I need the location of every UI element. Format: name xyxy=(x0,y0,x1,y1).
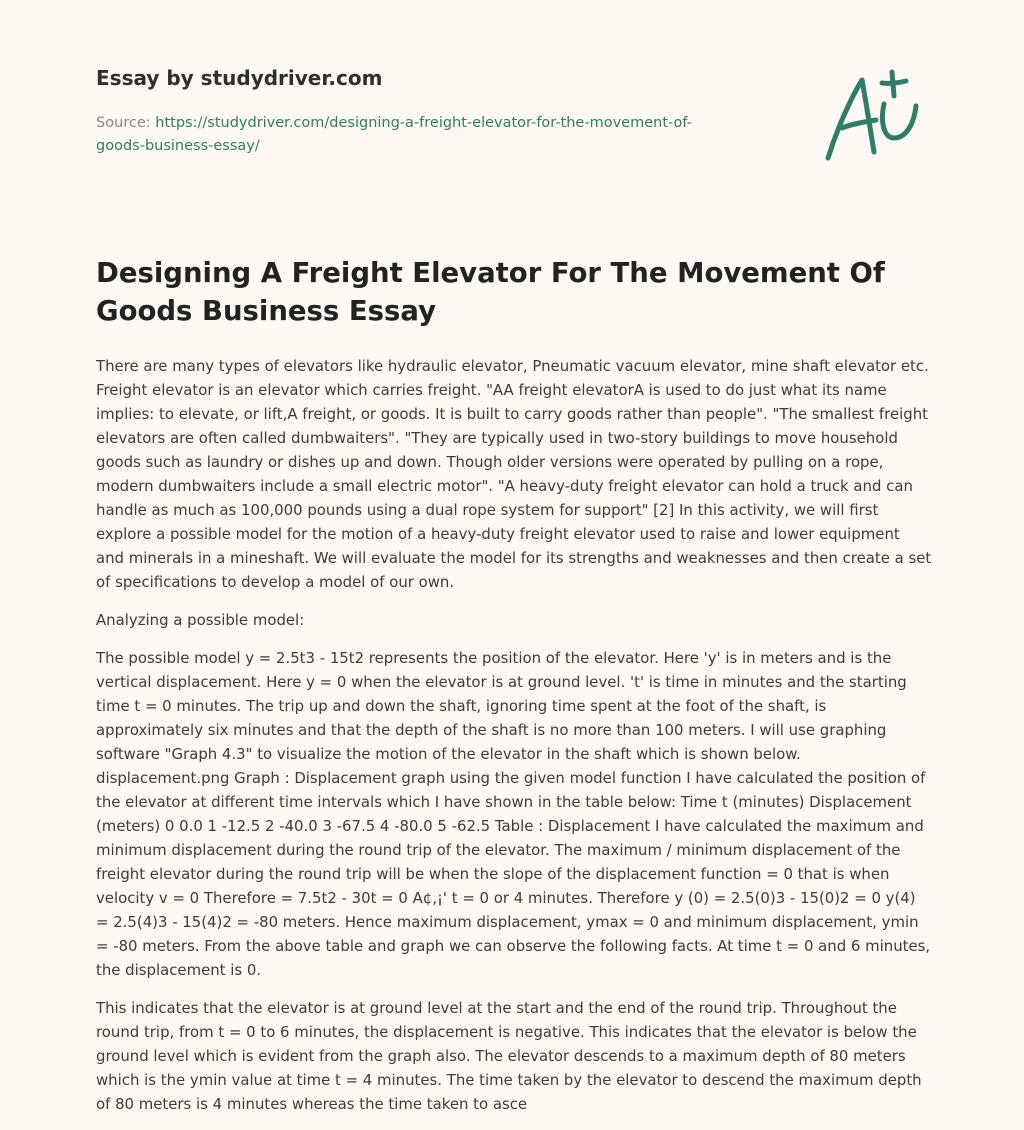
site-brand: Essay by studydriver.com xyxy=(96,66,383,90)
source-line xyxy=(96,112,736,158)
paragraph: The possible model y = 2.5t3 - 15t2 represents the position of the elevator. Here 'y' is in meters and is the vertical displacement. Here y = 0 when the elevator is at ground level. 't' is time in minutes and the starting time t = 0 minutes. The trip up and down the shaft, ignoring time spent at the foot of the shaft, is approximately six minutes and that the depth of the shaft is no more than 100 meters. I will use graphing software "Graph 4.3" to visualize the motion of the elevator in the shaft which is shown below. displacement.png Graph : Displacement graph using the given model function I have calculated the position of the elevator at different time intervals which I have shown in the table below: Time t (minutes) Displacement (meters) 0 0.0 1 -12.5 2 -40.0 3 -67.5 4 -80.0 5 -62.5 Table : Displacement I have calculated the maximum and minimum displacement during the round trip of the elevator. The maximum / minimum displacement of the freight elevator during the round trip will be when the slope of the displacement function = 0 that is when velocity v = 0 Therefore = 7.5t2 - 30t = 0 A¢‚¡' t = 0 or 4 minutes. Therefore y (0) = 2.5(0)3 - 15(0)2 = 0 y(4) = 2.5(4)3 - 15(4)2 = -80 meters. Hence maximum displacement, ymax = 0 and minimum displacement, ymin = -80 meters. From the above table and graph we can observe the following facts. At time t = 0 and 6 minutes, the displacement is 0. xyxy=(96,649,931,979)
article-body xyxy=(96,354,932,1130)
paragraph: There are many types of elevators like hydraulic elevator, Pneumatic vacuum elevator, mine shaft elevator etc. Freight elevator is an elevator which carries freight. "AA freight elevatorA is used to do just what its name implies: to elevate, or lift,A freight, or goods. It is built to carry goods rather than people". "The smallest freight elevators are often called dumbwaiters". "They are typically used in two-story buildings to move household goods such as laundry or dishes up and down. Though older versions were operated by pulling on a rope, modern dumbwaiters include a small electric motor". "A heavy-duty freight elevator can hold a truck and can handle as much as 100,000 pounds using a dual rope system for support" [2] In this activity, we will first explore a possible model for the motion of a heavy-duty freight elevator used to raise and lower equipment and minerals in a mineshaft. We will evaluate the model for its strengths and weaknesses and then create a set of specifications to develop a model of our own. xyxy=(96,357,932,591)
source-link[interactable]: https://studydriver.com/designing-a-freight-elevator-for-the-movement-of-goods-business-essay/ xyxy=(96,115,692,154)
page-header xyxy=(96,64,736,158)
paragraph: Analyzing a possible model: xyxy=(96,611,305,629)
article-title: Designing A Freight Elevator For The Movement Of Goods Business Essay xyxy=(96,257,885,327)
a-plus-logo-icon xyxy=(818,66,928,166)
paragraph: This indicates that the elevator is at ground level at the start and the end of the round trip. Throughout the round trip, from t = 0 to 6 minutes, the displacement is negative. This indicates that the elevator is below the ground level which is evident from the graph also. The elevator descends to a maximum depth of 80 meters which is the ymin value at time t = 4 minutes. The time taken by the elevator to descend the maximum depth of 80 meters is 4 minutes whereas the time taken to asce xyxy=(96,999,922,1113)
source-label: Source: xyxy=(96,115,151,131)
